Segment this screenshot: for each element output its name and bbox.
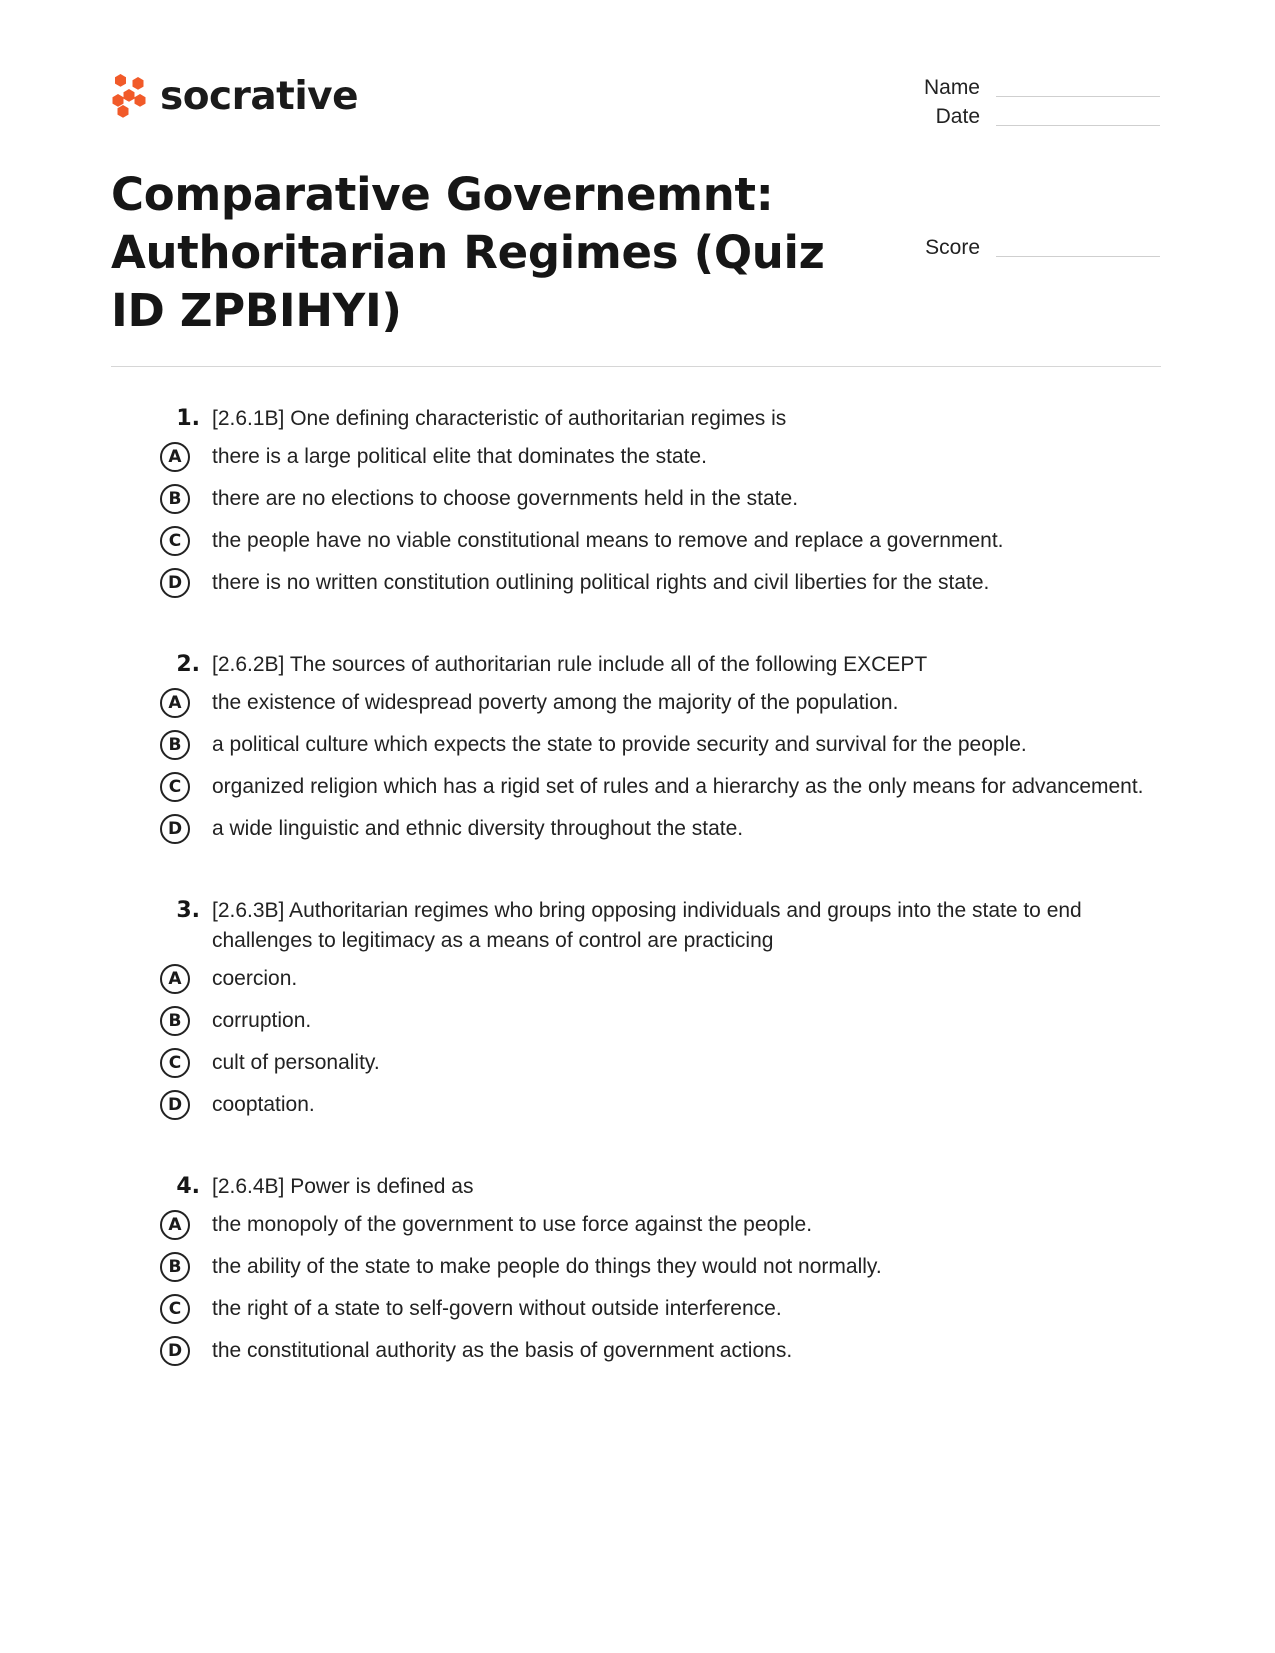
option-text: the people have no viable constitutional means to remove and replace a government. [212, 529, 1004, 552]
option-text: a political culture which expects the state to provide security and survival for the people. [212, 733, 1027, 756]
option-text: cult of personality. [212, 1051, 380, 1074]
question-text: [2.6.1B] One defining characteristic of authoritarian regimes is [212, 407, 787, 430]
option-c[interactable] [160, 1048, 1150, 1078]
option-bubble[interactable]: B [160, 1006, 190, 1036]
option-text: corruption. [212, 1009, 312, 1032]
option-bubble[interactable]: C [160, 1294, 190, 1324]
date-field[interactable] [860, 105, 1160, 129]
header-divider [111, 366, 1161, 367]
option-b[interactable] [160, 484, 1150, 514]
option-b[interactable] [160, 1252, 1150, 1282]
brand-logo [111, 72, 358, 120]
option-d[interactable] [160, 1090, 1150, 1120]
option-text: the right of a state to self-govern without outside interference. [212, 1297, 782, 1320]
option-bubble[interactable]: A [160, 1210, 190, 1240]
quiz-title: Comparative Governemnt: Authoritarian Regimes (Quiz ID ZPBIHYI) [111, 168, 825, 337]
question-text: [2.6.4B] Power is defined as [212, 1175, 474, 1198]
question-stem [160, 896, 1150, 956]
question-number: 2. [176, 652, 200, 677]
option-a[interactable] [160, 1210, 1150, 1240]
question-stem [160, 1172, 1150, 1202]
option-text: cooptation. [212, 1093, 315, 1116]
option-text: there is a large political elite that dominates the state. [212, 445, 707, 468]
option-bubble[interactable]: A [160, 688, 190, 718]
brand-name: socrative [160, 73, 359, 119]
question-stem [160, 404, 1150, 434]
option-text: there are no elections to choose governments held in the state. [212, 487, 799, 510]
option-text: organized religion which has a rigid set of rules and a hierarchy as the only means for advancement. [212, 775, 1144, 798]
option-bubble[interactable]: C [160, 526, 190, 556]
option-a[interactable] [160, 442, 1150, 472]
name-line[interactable] [996, 96, 1160, 97]
option-bubble[interactable]: C [160, 772, 190, 802]
score-label: Score [925, 236, 980, 259]
option-a[interactable] [160, 964, 1150, 994]
option-bubble[interactable]: D [160, 1336, 190, 1366]
date-line[interactable] [996, 125, 1160, 126]
option-b[interactable] [160, 730, 1150, 760]
option-bubble[interactable]: A [160, 964, 190, 994]
hexagon-cluster-icon [111, 72, 149, 120]
question-number: 4. [176, 1174, 200, 1199]
option-c[interactable] [160, 526, 1150, 556]
option-text: a wide linguistic and ethnic diversity throughout the state. [212, 817, 744, 840]
option-d[interactable] [160, 568, 1150, 598]
option-text: the ability of the state to make people do things they would not normally. [212, 1255, 882, 1278]
option-d[interactable] [160, 1336, 1150, 1366]
option-bubble[interactable]: B [160, 730, 190, 760]
score-line[interactable] [996, 256, 1160, 257]
option-bubble[interactable]: C [160, 1048, 190, 1078]
question-number: 3. [176, 898, 200, 923]
option-a[interactable] [160, 688, 1150, 718]
option-bubble[interactable]: D [160, 568, 190, 598]
option-bubble[interactable]: A [160, 442, 190, 472]
option-d[interactable] [160, 814, 1150, 844]
question-number: 1. [176, 406, 200, 431]
name-label: Name [923, 76, 980, 99]
option-c[interactable] [160, 1294, 1150, 1324]
question-4 [160, 1172, 1150, 1366]
question-2 [160, 650, 1150, 844]
option-text: the existence of widespread poverty among the majority of the population. [212, 691, 899, 714]
name-field[interactable] [860, 76, 1160, 100]
option-text: the constitutional authority as the basis of government actions. [212, 1339, 793, 1362]
option-bubble[interactable]: B [160, 484, 190, 514]
question-stem [160, 650, 1150, 680]
option-b[interactable] [160, 1006, 1150, 1036]
option-bubble[interactable]: B [160, 1252, 190, 1282]
score-field[interactable] [860, 236, 1160, 260]
option-bubble[interactable]: D [160, 1090, 190, 1120]
option-text: coercion. [212, 967, 298, 990]
option-bubble[interactable]: D [160, 814, 190, 844]
question-3 [160, 896, 1150, 1120]
question-list [160, 404, 1150, 1418]
question-1 [160, 404, 1150, 598]
date-label: Date [935, 105, 980, 128]
option-text: there is no written constitution outlining political rights and civil liberties for the state. [212, 571, 990, 594]
question-text: [2.6.2B] The sources of authoritarian rule include all of the following EXCEPT [212, 653, 928, 676]
option-c[interactable] [160, 772, 1150, 802]
option-text: the monopoly of the government to use force against the people. [212, 1213, 813, 1236]
question-text: [2.6.3B] Authoritarian regimes who bring opposing individuals and groups into the state to end challenges to legitimacy as a means of control are practicing [212, 899, 1082, 952]
